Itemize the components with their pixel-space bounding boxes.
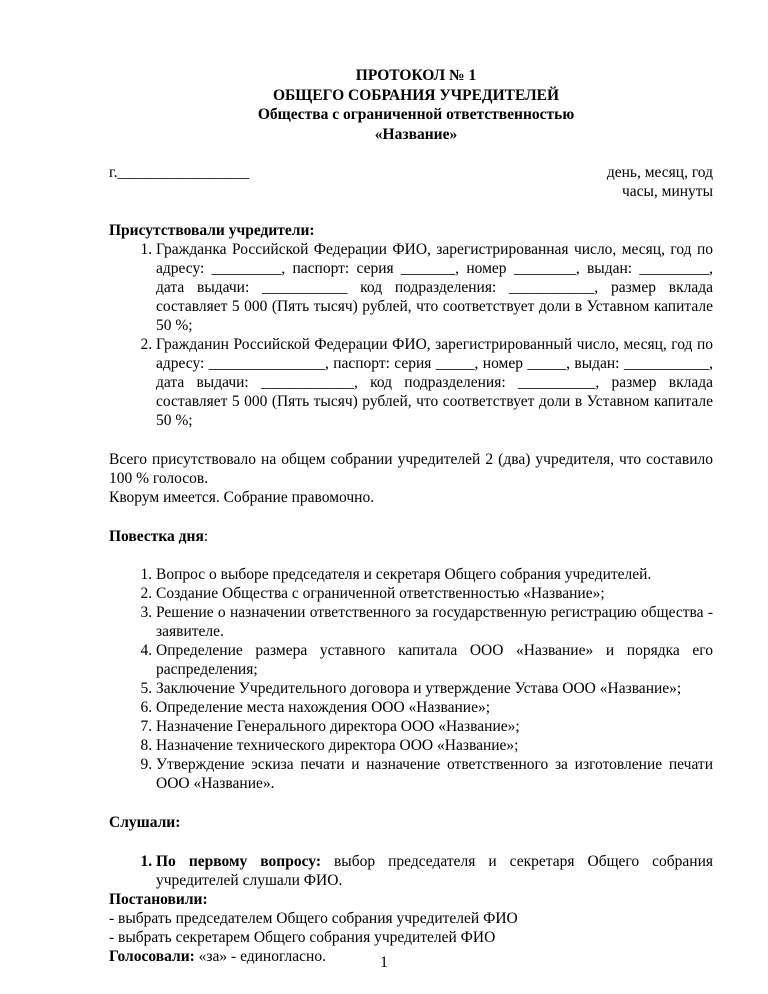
title-line-4: «Название» xyxy=(374,125,458,143)
title-line-1: ПРОТОКОЛ № 1 xyxy=(355,67,477,84)
decided-label: Постановили: xyxy=(109,891,208,908)
question-1-text: выбор председателя и секретаря Общего собрания учредителей слушали ФИО. xyxy=(156,853,713,889)
agenda-item: 4. Определение размера уставного капитала ООО «Название» и порядка его распределения; xyxy=(156,641,713,679)
present-item: 2. Гражданин Российской Федерации ФИО, зарегистрированный число, месяц, год по адресу: _______________, паспорт: серия _____, номер _____, выдан: ___________, дата выдачи: ____________, код подразделения: __________, размер вклада составляет 5 000 (Пять тысяч) рублей, что соответствует доли в Уставном капитале 50 %; xyxy=(156,335,713,430)
present-item: 1. Гражданка Российской Федерации ФИО, зарегистрированная число, месяц, год по адресу: _________, паспорт: серия _______, номер ________, выдан: _________, дата выдачи: ___________ код подразделения: ___________, размер вклада составляет 5 000 (Пять тысяч) рублей, что соответствует доли в Уставном капитале 50 %; xyxy=(156,240,713,335)
document-body xyxy=(109,66,713,966)
attendance-summary xyxy=(109,450,713,507)
attendance-total: Всего присутствовало на общем собрании учредителей 2 (два) учредителя, что составило 100 % голосов. xyxy=(109,451,713,487)
heard-section xyxy=(109,813,713,966)
agenda-heading: Повестка дня xyxy=(109,528,204,545)
page-number: 1 xyxy=(380,954,388,971)
present-list xyxy=(109,240,713,430)
question-1-label: По первому вопросу: xyxy=(156,853,321,870)
decision-line-2: - выбрать секретарем Общего собрания учредителей ФИО xyxy=(109,929,496,946)
place-date-row xyxy=(109,163,713,201)
time-field: часы, минуты xyxy=(621,183,713,200)
agenda-item: 9. Утверждение эскиза печати и назначение ответственного за изготовление печати ООО «Название». xyxy=(156,755,713,793)
voted-text: «за» - единогласно. xyxy=(194,948,326,965)
agenda-list xyxy=(109,565,713,793)
heard-heading: Слушали: xyxy=(109,814,181,831)
agenda-item: 1. Вопрос о выборе председателя и секретаря Общего собрания учредителей. xyxy=(156,565,713,584)
heard-item xyxy=(156,852,713,890)
agenda-section xyxy=(109,527,713,793)
voted-label: Голосовали: xyxy=(109,948,195,965)
date-field: день, месяц, год xyxy=(606,164,713,181)
agenda-item: 7. Назначение Генерального директора ООО «Название»; xyxy=(156,717,713,736)
heard-list xyxy=(109,852,713,890)
agenda-item: 3. Решение о назначении ответственного за государственную регистрацию общества - заявителе. xyxy=(156,603,713,641)
agenda-item: 8. Назначение технического директора ООО «Название»; xyxy=(156,736,713,755)
agenda-item: 5. Заключение Учредительного договора и утверждение Устава ООО «Название»; xyxy=(156,679,713,698)
decision-line-1: - выбрать председателем Общего собрания учредителей ФИО xyxy=(109,910,518,927)
agenda-heading-colon: : xyxy=(203,528,209,545)
date-time-block xyxy=(607,163,713,201)
title-line-3: Общества с ограниченной ответственностью xyxy=(257,106,575,123)
city-field: г._________________ xyxy=(109,164,250,181)
title-line-2: ОБЩЕГО СОБРАНИЯ УЧРЕДИТЕЛЕЙ xyxy=(272,86,560,104)
present-heading: Присутствовали учредители: xyxy=(109,222,315,239)
agenda-item: 2. Создание Общества с ограниченной ответственностью «Название»; xyxy=(156,584,713,603)
present-section xyxy=(109,221,713,430)
document-title xyxy=(119,66,713,144)
quorum-statement: Кворум имеется. Собрание правомочно. xyxy=(109,489,375,506)
agenda-item: 6. Определение места нахождения ООО «Название»; xyxy=(156,698,713,717)
agenda-heading-line xyxy=(109,527,713,546)
